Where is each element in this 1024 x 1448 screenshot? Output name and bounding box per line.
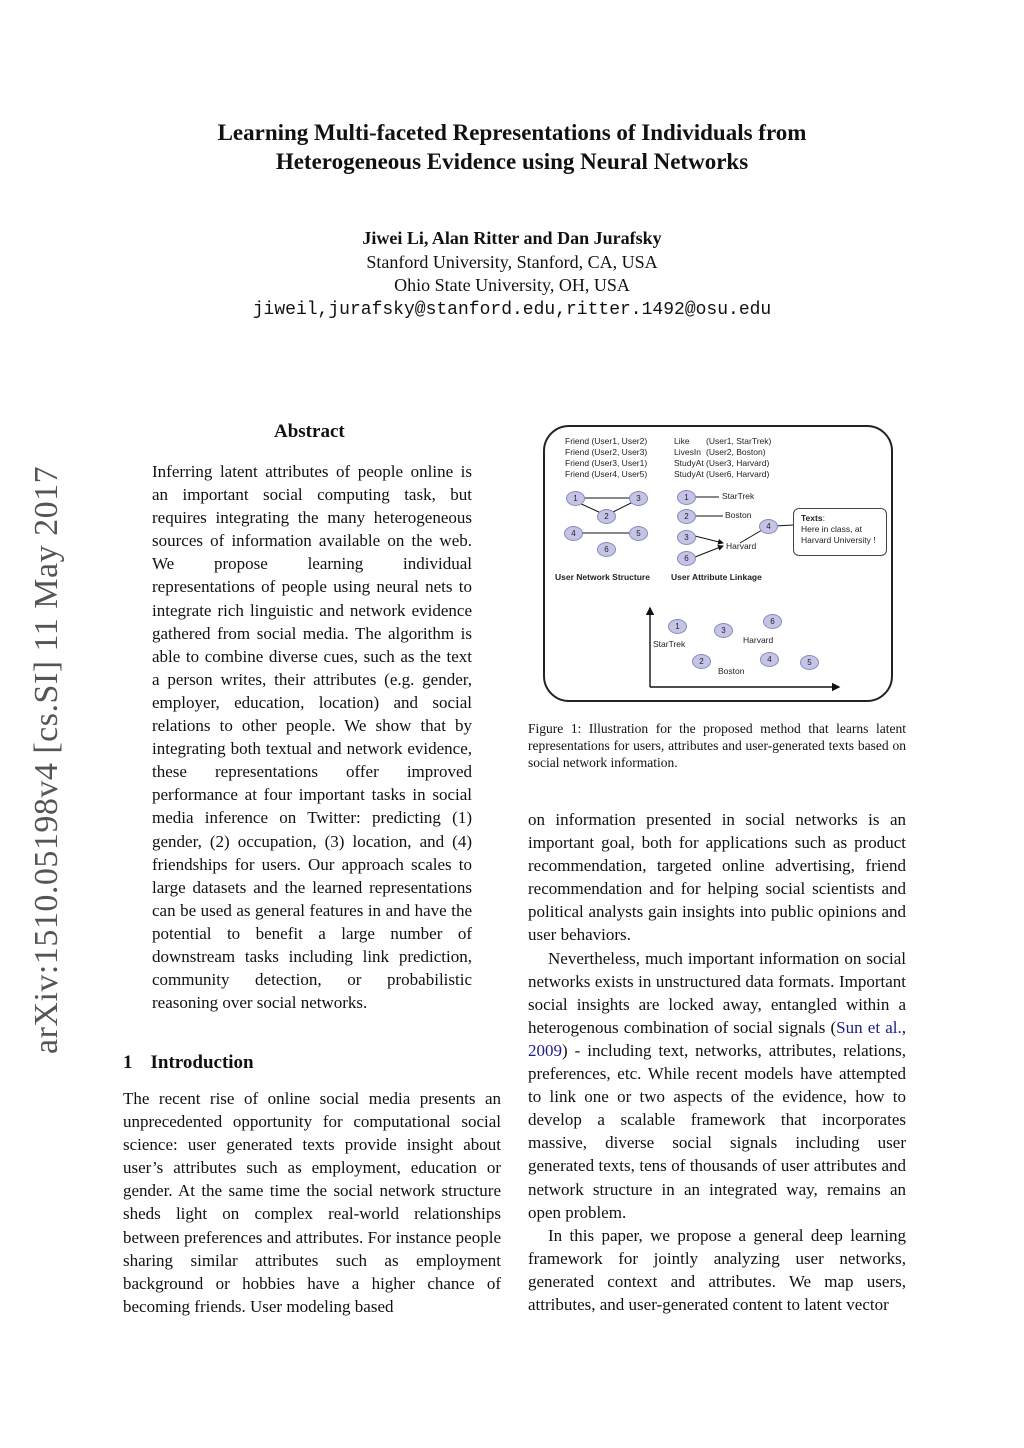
network-node: 3 xyxy=(629,491,648,506)
para2-text-end: ) - including text, networks, attributes, relations, preferences, etc. While recent models have attempted to link one or two aspects of the evidence, how to develop a scalable framework that incorporates massive, diverse social signals including user generated texts, tens of thousands of user attributes and network structure in an integrated way, remains an open problem. xyxy=(528,1040,906,1222)
para2-text-start: Nevertheless, much important information on social networks exists in unstructured data formats. Important social insights are locked away, entangled within a heterogenous combination of social signals ( xyxy=(528,948,906,1037)
figure-edges xyxy=(543,425,889,698)
citation-link-year[interactable]: 2009 xyxy=(528,1040,562,1060)
attr-label-startrek: StarTrek xyxy=(722,491,755,501)
affiliation-1: Stanford University, Stanford, CA, USA xyxy=(366,252,658,272)
embedding-node: 1 xyxy=(668,619,687,634)
arxiv-identifier: arXiv:1510.05198v4 [cs.SI] 11 May 2017 xyxy=(28,465,65,1054)
attr-relation-3: StudyAt xyxy=(674,458,704,468)
embedding-node: 2 xyxy=(692,654,711,669)
paper-title xyxy=(0,118,1024,176)
friend-fact-4: Friend (User4, User5) xyxy=(565,469,648,479)
embedding-node: 3 xyxy=(714,623,733,638)
attribute-user-node: 4 xyxy=(759,519,778,534)
right-column-text xyxy=(528,808,906,1316)
texts-box-title xyxy=(801,513,825,525)
authors: Jiwei Li, Alan Ritter and Dan Jurafsky xyxy=(362,228,662,248)
intro-paragraph-2 xyxy=(528,947,906,1224)
attribute-user-node: 3 xyxy=(677,530,696,545)
attr-label-harvard: Harvard xyxy=(726,541,757,551)
attr-relation-2: LivesIn xyxy=(674,447,701,457)
texts-line-2: Harvard University ! xyxy=(801,535,876,545)
attr-relation-1: Like xyxy=(674,436,690,446)
attr-args-4: (User6, Harvard) xyxy=(706,469,770,479)
texts-colon: : xyxy=(822,513,825,523)
friend-fact-3: Friend (User3, User1) xyxy=(565,458,648,468)
network-node: 4 xyxy=(564,526,583,541)
embedding-label-boston: Boston xyxy=(718,666,745,676)
friend-fact-2: Friend (User2, User3) xyxy=(565,447,648,457)
section-number: 1 xyxy=(123,1052,133,1073)
attr-args-1: (User1, StarTrek) xyxy=(706,436,772,446)
intro-paragraph-1: The recent rise of online social media presents an unprecedented opportunity for computational social science: user generated texts provide insight about user’s attributes such as employment, education or gender. At the same time the social network structure sheds light on complex real-world relationships between preferences and attributes. For instance people sharing similar attributes such as employment background or hobbies have a higher chance of becoming friends. User modeling based xyxy=(123,1089,501,1316)
figure-1 xyxy=(543,425,891,700)
abstract-text: Inferring latent attributes of people online is an important social computing task, but requires integrating the many heterogeneous sources of information available on the web. We propose learning individual representations of people using neural nets to integrate rich linguistic and network evidence gathered from social media. The algorithm is able to combine diverse cues, such as the text a person writes, their attributes (e.g. gender, employer, education, location) and social relations to other people. We show that by integrating both textual and network evidence, these representations offer improved performance at four important tasks in social media inference on Twitter: predicting (1) gender, (2) occupation, (3) location, and (4) friendships for users. Our approach scales to large datasets and the learned representations can be used as general features in and have the potential to benefit a large number of downstream tasks including link prediction, community detection, or probabilistic reasoning over social networks. xyxy=(152,462,472,1013)
attribute-user-node: 6 xyxy=(677,551,696,566)
network-node: 2 xyxy=(597,509,616,524)
title-line-2: Heterogeneous Evidence using Neural Networks xyxy=(275,149,749,174)
attr-relation-4: StudyAt xyxy=(674,469,704,479)
network-node: 5 xyxy=(629,526,648,541)
embedding-label-startrek: StarTrek xyxy=(653,639,686,649)
citation-separator: , xyxy=(901,1017,906,1037)
embedding-label-harvard: Harvard xyxy=(743,635,774,645)
attr-args-2: (User2, Boston) xyxy=(706,447,766,457)
embedding-node: 6 xyxy=(763,614,782,629)
intro-paragraph-1-cont: on information presented in social networks is an important goal, both for applications such as product recommendation, targeted online advertising, friend recommendation and for helping social scientists and political analysts gain insights into public opinions and user behaviors. xyxy=(528,810,906,945)
attr-args-3: (User3, Harvard) xyxy=(706,458,770,468)
user-texts-box xyxy=(793,508,887,556)
attribute-user-node: 2 xyxy=(677,509,696,524)
title-line-1: Learning Multi-faceted Representations of Individuals from xyxy=(217,120,807,145)
friend-fact-1: Friend (User1, User2) xyxy=(565,436,648,446)
label-user-attribute-linkage: User Attribute Linkage xyxy=(671,572,762,582)
texts-line-1: Here in class, at xyxy=(801,524,862,534)
author-emails: jiweil,jurafsky@stanford.edu,ritter.1492@osu.edu xyxy=(252,300,772,320)
network-node: 6 xyxy=(597,542,616,557)
citation-link-author[interactable]: Sun et al. xyxy=(836,1017,902,1037)
embedding-node: 5 xyxy=(800,655,819,670)
edge-harvard-3 xyxy=(695,536,723,543)
abstract-heading: Abstract xyxy=(274,421,345,442)
embedding-node: 4 xyxy=(760,652,779,667)
network-node: 1 xyxy=(566,491,585,506)
section-title: Introduction xyxy=(150,1052,254,1073)
edge-harvard-6 xyxy=(695,546,723,557)
attribute-user-node: 1 xyxy=(677,490,696,505)
attr-label-boston: Boston xyxy=(725,510,752,520)
section-heading-introduction xyxy=(123,1052,254,1074)
texts-label: Texts xyxy=(801,513,823,523)
label-user-network-structure: User Network Structure xyxy=(555,572,650,582)
intro-paragraph-3: In this paper, we propose a general deep learning framework for jointly analyzing user networks, generated context and attributes. We map users, attributes, and user-generated content to latent vector xyxy=(528,1225,906,1314)
affiliation-2: Ohio State University, OH, USA xyxy=(394,275,630,295)
figure-1-caption: Figure 1: Illustration for the proposed method that learns latent representations for users, attributes and user-generated texts based on social network information. xyxy=(528,721,906,770)
